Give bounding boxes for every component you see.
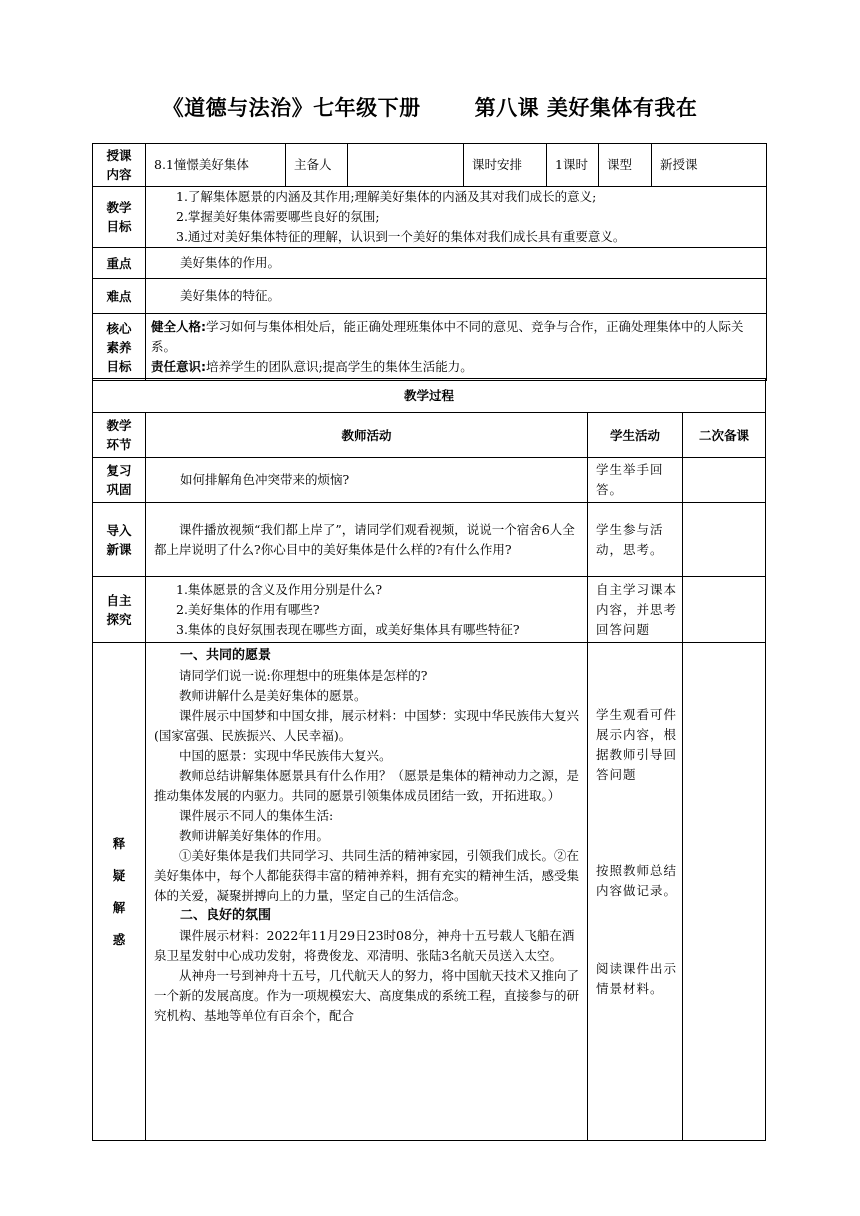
teacher-review: 如何排解角色冲突带来的烦恼? (146, 458, 588, 503)
page-title (0, 92, 860, 122)
list-item: 2.美好集体的作用有哪些? (176, 601, 320, 617)
stage-review: 复习 巩固 (93, 458, 146, 503)
list-item: 1.集体愿景的含义及作用分别是什么? (176, 581, 383, 597)
teacher-explore (146, 577, 588, 643)
key-point-text: 美好集体的作用。 (146, 248, 767, 279)
section-heading: 一、共同的愿景 (180, 648, 272, 663)
list-item: 3.通过对美好集体特征的理解，认识到一个美好的集体对我们成长具有重要意义。 (176, 229, 626, 244)
student-review: 学生举手回答。 (588, 458, 683, 503)
title-book: 《道德与法治》七年级下册 (162, 96, 421, 120)
list-item: 2.掌握美好集体需要哪些良好的氛围; (176, 209, 380, 224)
core-item-label: 健全人格: (151, 319, 206, 334)
student-explore: 自主学习课本内容，并思考回答问题 (588, 577, 683, 643)
key-point-label: 重点 (93, 248, 146, 279)
goals-label: 教学 目标 (93, 187, 146, 248)
type-label: 课型 (599, 144, 652, 187)
schedule-value: 1课时 (547, 144, 599, 187)
stage-explain: 释 疑 解 惑 (93, 643, 146, 1141)
stage-intro: 导入 新课 (93, 503, 146, 577)
preparer-label: 主备人 (286, 144, 348, 187)
list-item: 3.集体的良好氛围表现在哪些方面，或美好集体具有哪些特征? (176, 621, 520, 637)
core-item-text: 培养学生的团队意识;提高学生的集体生活能力。 (206, 359, 473, 374)
notes-explore (683, 577, 766, 643)
difficulty-label: 难点 (93, 279, 146, 314)
notes-review (683, 458, 766, 503)
type-value: 新授课 (652, 144, 767, 187)
process-heading: 教学过程 (93, 379, 766, 413)
core-item-label: 责任意识: (151, 359, 206, 374)
core-item-text: 学习如何与集体相处后，能正确处理班集体中不同的意见、竞争与合作，正确处理集体中的人际关系。 (151, 319, 744, 354)
title-lesson: 第八课 美好集体有我在 (474, 96, 698, 120)
col-stage-header: 教学 环节 (93, 413, 146, 458)
col-teacher-header: 教师活动 (146, 413, 588, 458)
topic-cell: 8.1憧憬美好集体 (146, 144, 286, 187)
student-explain: 学生观看可件展示内容，根据教师引导回答问题 按照教师总结内容做记录。 阅读课件出示情景材料。 (588, 643, 683, 1141)
notes-explain (683, 643, 766, 1141)
notes-intro (683, 503, 766, 577)
preparer-value (348, 144, 464, 187)
teaching-process-table (92, 378, 766, 1141)
student-intro: 学生参与活动，思考。 (588, 503, 683, 577)
teacher-explain: 一、共同的愿景 请同学们说一说:你理想中的班集体是怎样的? 教师讲解什么是美好集体的愿景。 课件展示中国梦和中国女排，展示材料：中国梦：实现中华民族伟大复兴(国家富强、民族振兴、人民幸福)。 中国的愿景：实现中华民族伟大复兴。 教师总结讲解集体愿景具有什么作用？（愿景是集体的精神动力之源，是推动集体发展的内驱力。共同的愿景引领集体成员团结一致，开拓进取。） 课件展示不同人的集体生活: 教师讲解美好集体的作用。 ①美好集体是我们共同学习、共同生活的精神家园，引领我们成长。②在美好集体中，每个人都能获得丰富的精神养料，拥有充实的精神生活，感受集体的关爱，凝聚拼搏向上的力量，坚定自己的生活信念。 二、良好的氛围 课件展示材料：2022年11月29日23时08分，神舟十五号载人飞船在酒泉卫星发射中心成功发射，将费俊龙、邓清明、张陆3名航天员送入太空。 从神舟一号到神舟十五号，几代航天人的努力，将中国航天技术又推向了一个新的发展高度。作为一项规模宏大、高度集成的系统工程，直接参与的研究机构、基地等单位有百余个，配合 (146, 643, 588, 1141)
goals-list (146, 187, 767, 248)
teacher-intro: 课件播放视频“我们都上岸了”，请同学们观看视频，说说一个宿舍6人全都上岸说明了什么?你心目中的美好集体是什么样的?有什么作用? (146, 503, 588, 577)
core-label: 核心 素养 目标 (93, 314, 146, 381)
info-label: 授课 内容 (93, 144, 146, 187)
lesson-info-table (92, 143, 767, 381)
section-heading: 二、良好的氛围 (180, 908, 272, 923)
difficulty-text: 美好集体的特征。 (146, 279, 767, 314)
stage-explore: 自主 探究 (93, 577, 146, 643)
core-goals (146, 314, 767, 381)
col-student-header: 学生活动 (588, 413, 683, 458)
schedule-label: 课时安排 (464, 144, 547, 187)
col-notes-header: 二次备课 (683, 413, 766, 458)
list-item: 1.了解集体愿景的内涵及其作用;理解美好集体的内涵及其对我们成长的意义; (176, 189, 597, 204)
